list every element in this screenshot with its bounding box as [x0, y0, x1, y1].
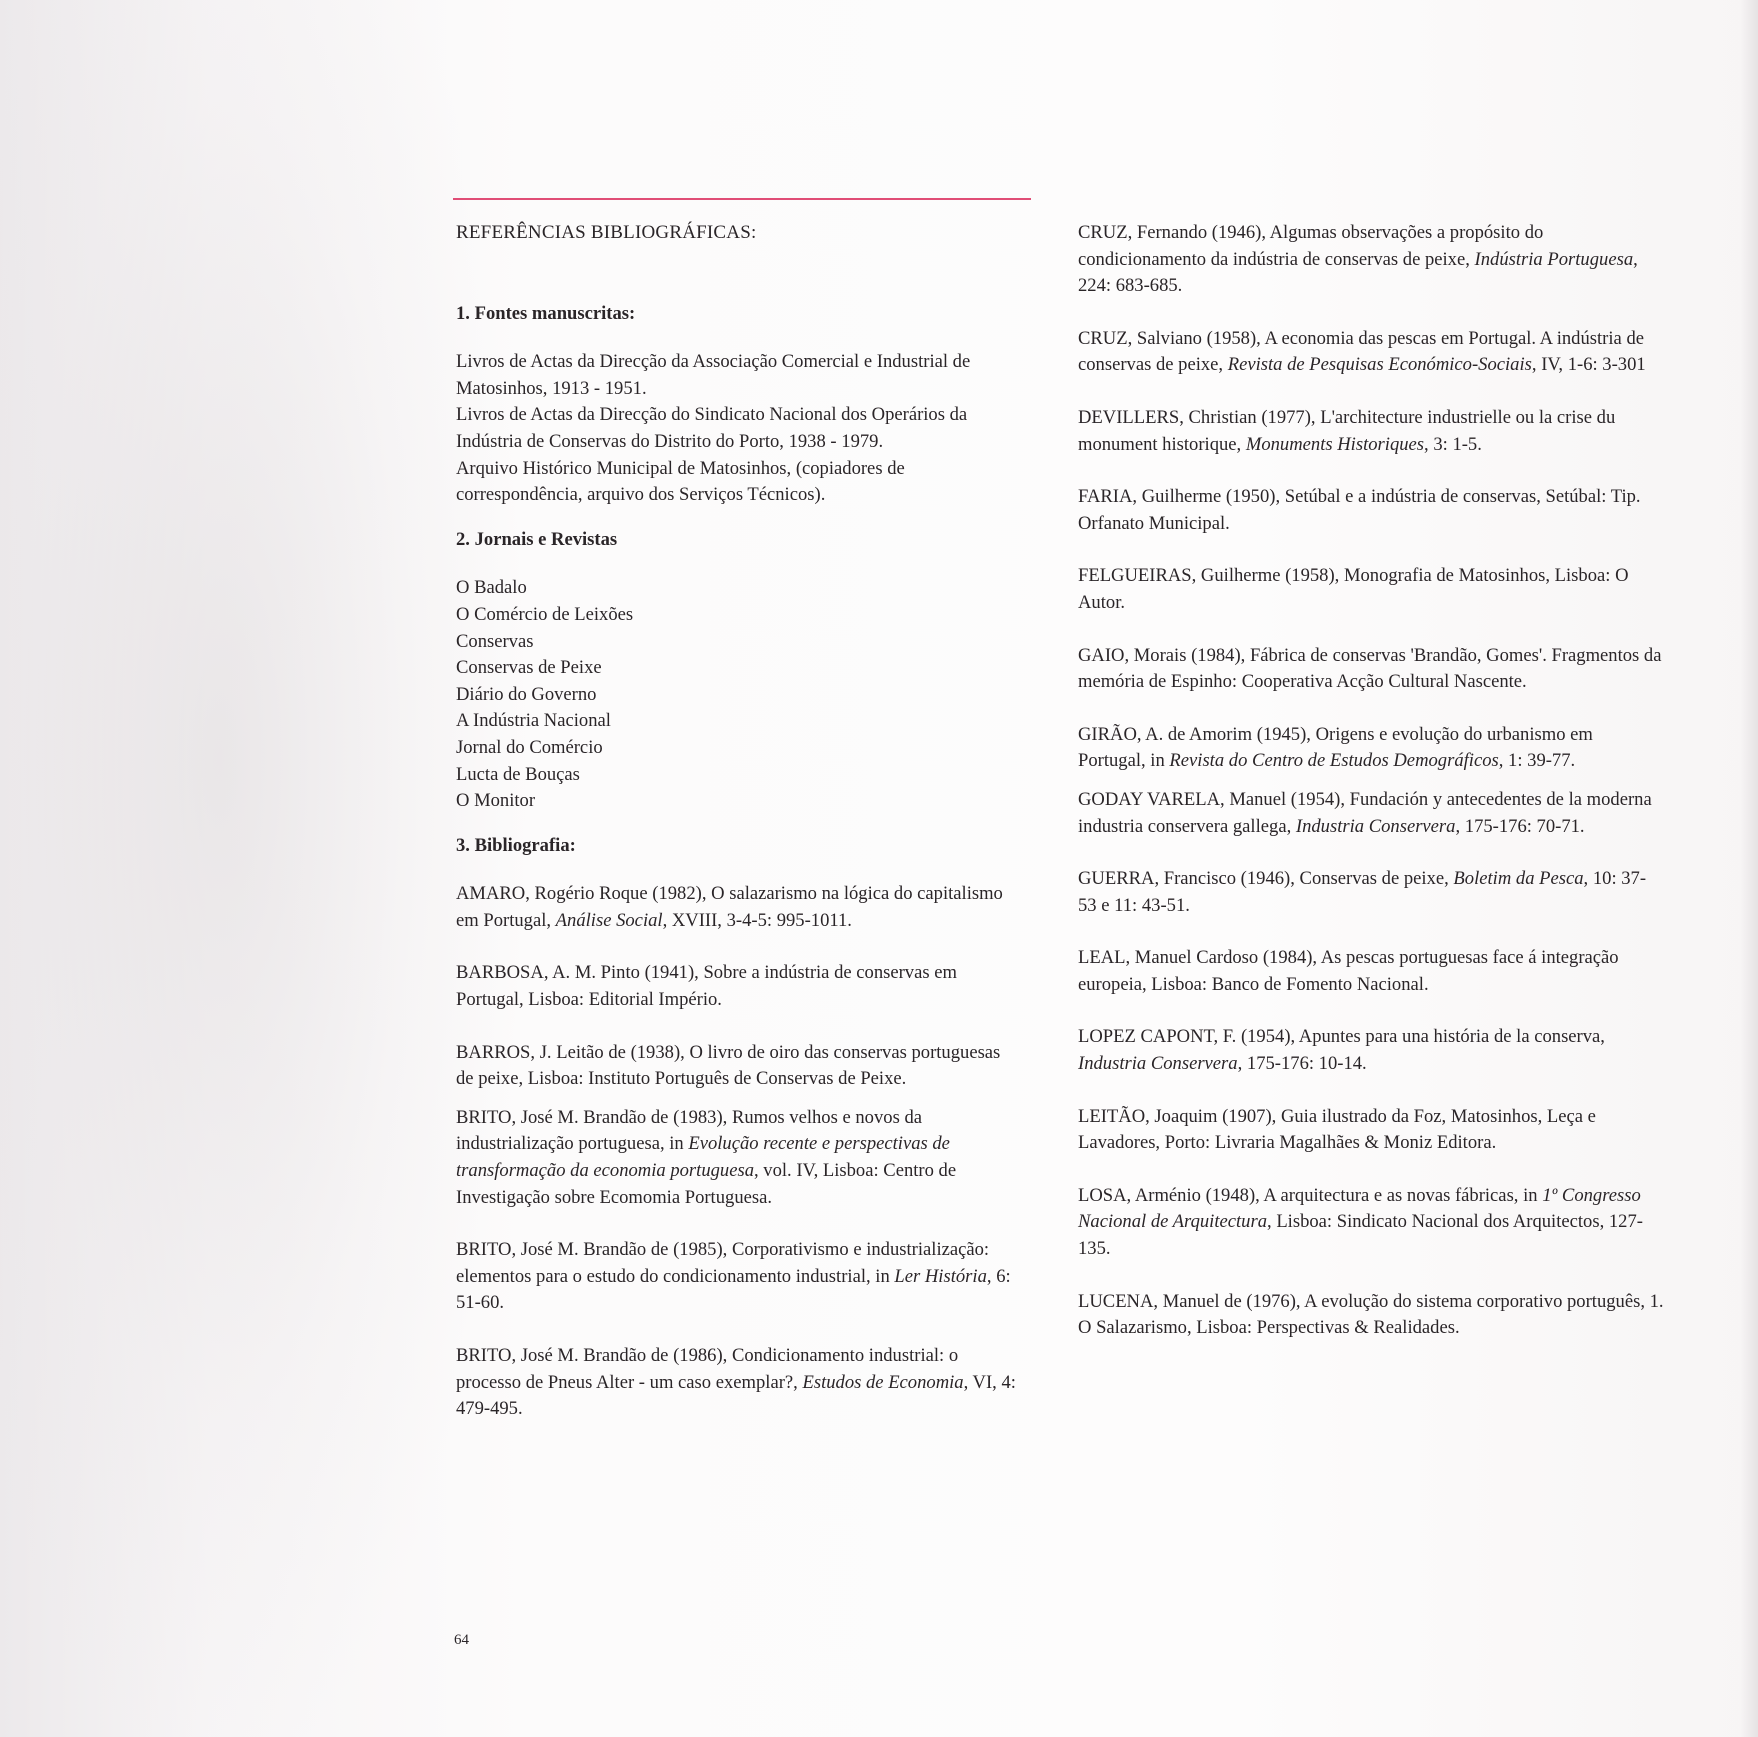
bibliography-entry [1078, 1289, 1664, 1342]
bibliography-entry [456, 960, 1016, 1013]
reference-text: , 6: 51-60. [456, 1265, 1011, 1314]
bibliography-entry [1078, 945, 1664, 998]
reference-text: , vol. IV, Lisboa: Centro de Investigação sobre Ecomomia Portuguesa. [456, 1160, 957, 1208]
section-title-manuscripts: 1. Fontes manuscritas: [456, 302, 636, 324]
bibliography-entry [456, 1040, 1016, 1093]
reference-text: DEVILLERS, Christian (1977), L'architecture industrielle ou la crise du monument historique, [1078, 406, 1616, 455]
right-column [1078, 220, 1664, 1368]
reference-text: LEAL, Manuel Cardoso (1984), As pescas portuguesas face á integração europeia, Lisboa: Banco de Fomento Nacional. [1078, 947, 1619, 995]
reference-text: FELGUEIRAS, Guilherme (1958), Monografia de Matosinhos, Lisboa: O Autor. [1078, 565, 1629, 613]
bibliography-entry [1078, 787, 1664, 840]
reference-text: LEITÃO, Joaquim (1907), Guia ilustrado da Foz, Matosinhos, Leça e Lavadores, Porto: Livraria Magalhães & Moniz Editora. [1078, 1105, 1596, 1154]
periodical-item: Conservas de Peixe [456, 657, 602, 679]
periodical-item: A Indústria Nacional [456, 710, 611, 732]
page-edge-shadow [1740, 0, 1758, 1737]
reference-text: LOPEZ CAPONT, F. (1954), Apuntes para una história de la conserva, [1078, 1026, 1605, 1048]
reference-text: BRITO, José M. Brandão de (1985), Corporativismo e industrialização: elementos para o estudo do condicionamento industrial, in [456, 1239, 990, 1287]
reference-italic-title: Industria Conservera [1078, 1053, 1238, 1075]
bibliography-entry [1078, 1104, 1664, 1157]
manuscript-entry: Livros de Actas da Direcção da Associação Comercial e Industrial de Matosinhos, 1913 - 1951. [456, 351, 971, 399]
reference-text: GODAY VARELA, Manuel (1954), Fundación y antecedentes de la moderna industria conservera gallega, [1078, 788, 1652, 837]
bibliography-entry [1078, 1024, 1664, 1077]
reference-italic-title: Monuments Historiques [1245, 433, 1425, 455]
bibliography-entry [456, 1105, 1016, 1211]
periodicals-list [456, 575, 1016, 814]
reference-text: GAIO, Morais (1984), Fábrica de conservas 'Brandão, Gomes'. Fragmentos da memória de Espinho: Cooperativa Acção Cultural Nascente. [1078, 644, 1662, 693]
bibliography-entry [456, 1343, 1016, 1423]
periodical-item: O Badalo [456, 577, 527, 599]
reference-text: , IV, 1-6: 3-301 [1531, 354, 1646, 376]
bibliography-entry [1078, 1183, 1664, 1263]
reference-text: FARIA, Guilherme (1950), Setúbal e a indústria de conservas, Setúbal: Tip. Orfanato Municipal. [1078, 486, 1641, 534]
periodical-item: O Monitor [456, 790, 536, 812]
reference-italic-title: Estudos de Economia [802, 1371, 964, 1393]
section-title-periodicals: 2. Jornais e Revistas [456, 528, 618, 550]
reference-text: CRUZ, Salviano (1958), A economia das pescas em Portugal. A indústria de conservas de peixe, [1078, 327, 1644, 376]
reference-text: GUERRA, Francisco (1946), Conservas de peixe, [1078, 868, 1454, 890]
bibliography-entry [1078, 326, 1664, 379]
reference-text: , 10: 37-53 e 11: 43-51. [1078, 868, 1647, 916]
bibliography-entry [1078, 866, 1664, 919]
left-column [456, 220, 1016, 1449]
reference-text: , XVIII, 3-4-5: 995-1011. [662, 909, 852, 931]
bibliography-entry [1078, 563, 1664, 616]
bibliography-entry [456, 881, 1016, 934]
periodical-item: Diário do Governo [456, 683, 597, 705]
reference-italic-title: Indústria Portuguesa [1474, 248, 1634, 270]
reference-text: , 175-176: 70-71. [1455, 815, 1585, 837]
bibliography-entry [456, 1237, 1016, 1317]
pink-top-rule [453, 198, 1031, 200]
reference-italic-title: Industria Conservera [1295, 815, 1456, 837]
manuscript-entry: Livros de Actas da Direcção do Sindicato Nacional dos Operários da Indústria de Conservas do Distrito do Porto, 1938 - 1979. [456, 404, 968, 452]
reference-italic-title: Evolução recente e perspectivas de transformação da economia portuguesa [456, 1133, 950, 1182]
reference-text: GIRÃO, A. de Amorim (1945), Origens e evolução do urbanismo em Portugal, in [1078, 723, 1593, 772]
reference-text: CRUZ, Fernando (1946), Algumas observações a propósito do condicionamento da indústria de conservas de peixe, [1078, 222, 1544, 270]
reference-text: AMARO, Rogério Roque (1982), O salazarismo na lógica do capitalismo em Portugal, [456, 883, 1003, 931]
reference-italic-title: Revista de Pesquisas Económico-Sociais [1227, 354, 1532, 376]
reference-italic-title: Análise Social [555, 909, 663, 931]
reference-italic-title: Ler História [894, 1265, 987, 1287]
reference-italic-title: Boletim da Pesca [1453, 868, 1584, 890]
reference-italic-title: 1º Congresso Nacional de Arquitectura [1078, 1184, 1641, 1233]
periodical-item: Lucta de Bouças [456, 763, 580, 785]
bibliography-entry [1078, 405, 1664, 458]
reference-text: BARROS, J. Leitão de (1938), O livro de oiro das conservas portuguesas de peixe, Lisboa: Instituto Português de Conservas de Peixe. [456, 1041, 1001, 1090]
reference-text: LOSA, Arménio (1948), A arquitectura e as novas fábricas, in [1078, 1184, 1543, 1206]
bibliography-entry [1078, 220, 1664, 300]
reference-text: , VI, 4: 479-495. [456, 1371, 1016, 1420]
periodical-item: Conservas [456, 630, 534, 652]
reference-italic-title: Revista do Centro de Estudos Demográficos [1169, 750, 1499, 772]
section-title-bibliography: 3. Bibliografia: [456, 834, 576, 856]
page-number: 64 [454, 1632, 469, 1648]
reference-text: , 3: 1-5. [1424, 433, 1482, 455]
reference-text: BRITO, José M. Brandão de (1983), Rumos velhos e novos da industrialização portuguesa, in [456, 1106, 923, 1155]
reference-text: LUCENA, Manuel de (1976), A evolução do sistema corporativo português, 1. O Salazarismo, Lisboa: Perspectivas & Realidades. [1078, 1290, 1664, 1339]
periodical-item: Jornal do Comércio [456, 736, 603, 758]
periodical-item: O Comércio de Leixões [456, 603, 634, 625]
bibliography-entry [1078, 643, 1664, 696]
reference-text: , 175-176: 10-14. [1237, 1053, 1367, 1075]
reference-text: BRITO, José M. Brandão de (1986), Condicionamento industrial: o processo de Pneus Alter - um caso exemplar?, [456, 1345, 959, 1393]
reference-text: , Lisboa: Sindicato Nacional dos Arquitectos, 127-135. [1078, 1211, 1643, 1260]
bibliography-entry [1078, 484, 1664, 537]
page-heading: REFERÊNCIAS BIBLIOGRÁFICAS: [456, 222, 757, 243]
manuscript-entry: Arquivo Histórico Municipal de Matosinhos, (copiadores de correspondência, arquivo dos Serviços Técnicos). [456, 457, 905, 506]
reference-text: , 224: 683-685. [1078, 248, 1638, 297]
bibliography-entry [1078, 722, 1664, 775]
reference-text: , 1: 39-77. [1498, 750, 1576, 772]
reference-text: BARBOSA, A. M. Pinto (1941), Sobre a indústria de conservas em Portugal, Lisboa: Editorial Império. [456, 962, 957, 1011]
